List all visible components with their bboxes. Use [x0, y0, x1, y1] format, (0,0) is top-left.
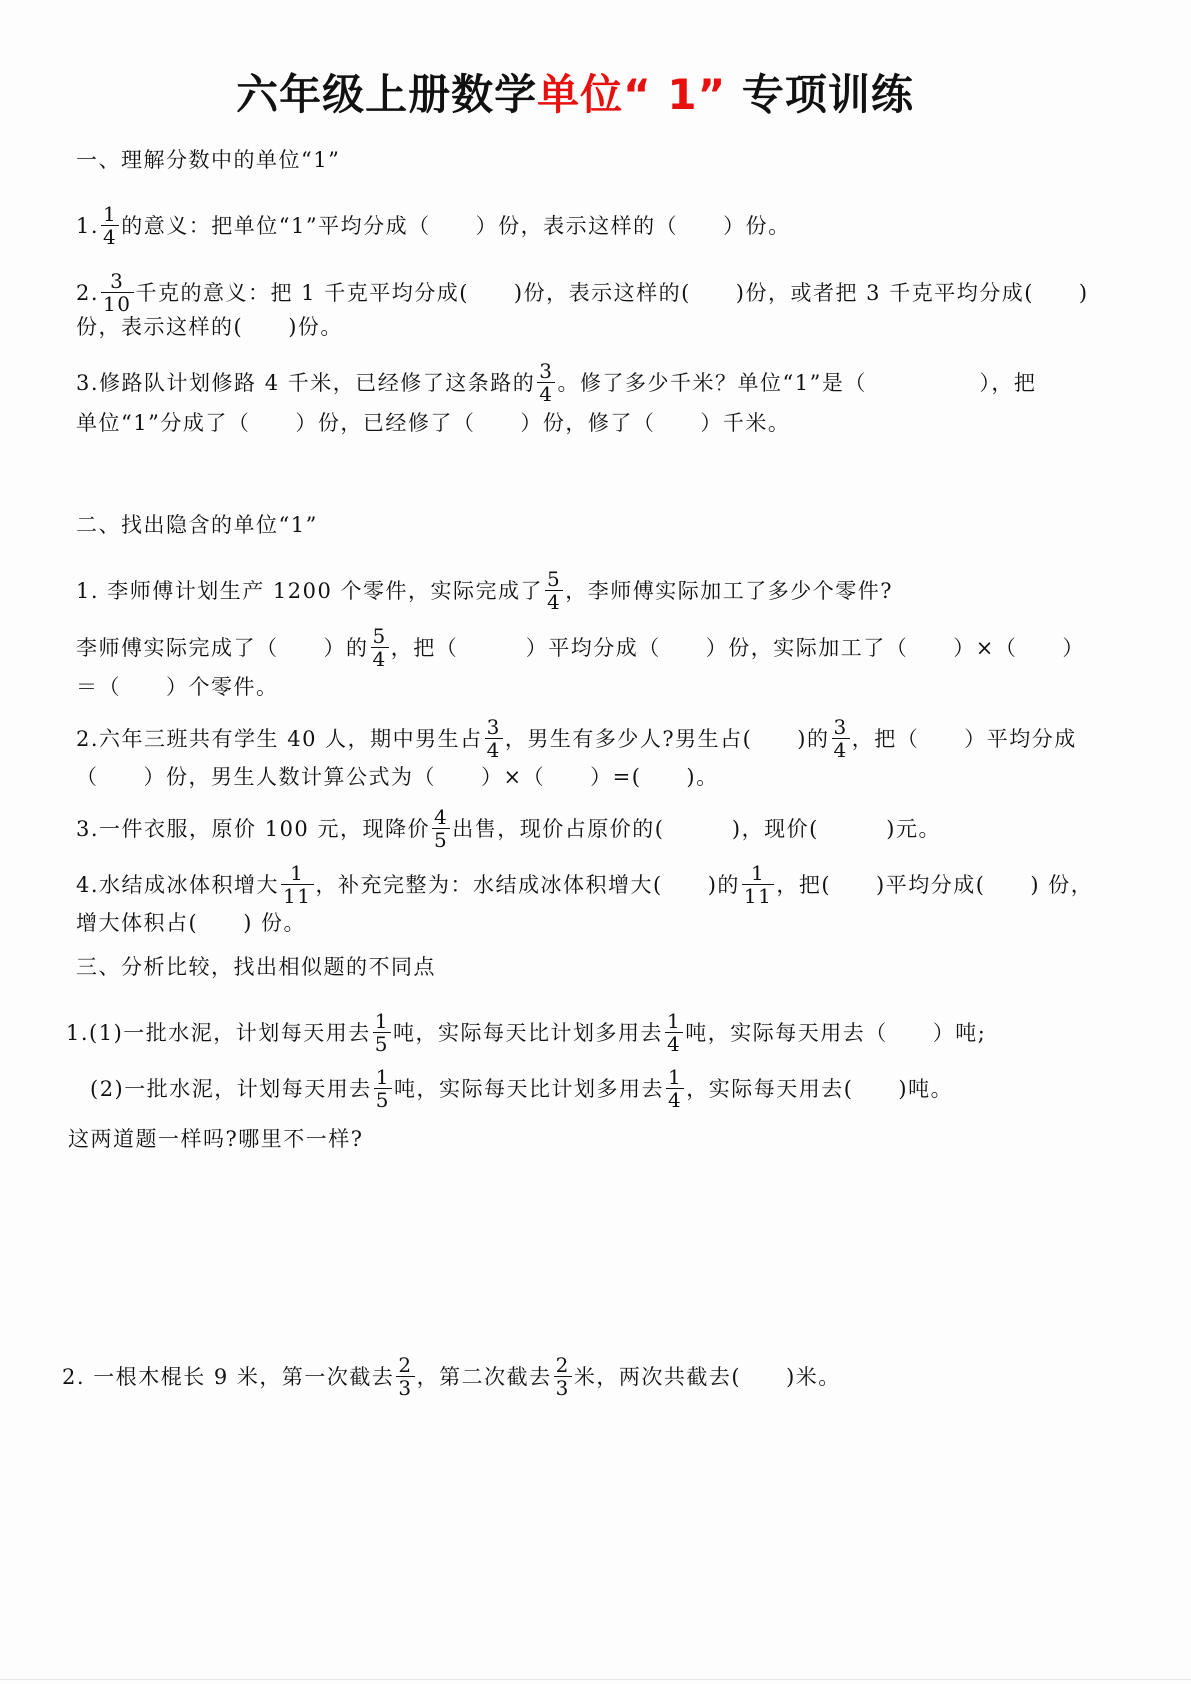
fraction: $\frac{2}{3}$: [398, 1353, 413, 1400]
q-text: 出售，现价占原价的( )，现价( )元。: [452, 817, 941, 841]
s1-question-2-line2: 份，表示这样的( )份。: [76, 315, 343, 339]
q-text: ，男生有多少人?男生占( )的: [504, 727, 830, 751]
q-text: 2.六年三班共有学生 40 人，期中男生占: [76, 727, 483, 751]
title-highlight: 单位“ 1”: [537, 70, 727, 119]
fraction: $\frac{3}{4}$: [539, 359, 554, 406]
q-text: 。修了多少千米？单位“1”是（ ），把: [557, 371, 1037, 395]
fraction: $\frac{1}{4}$: [667, 1009, 682, 1056]
q-text: 米，两次共截去( )米。: [573, 1365, 841, 1389]
q-text: 吨，实际每天用去（ ）吨;: [685, 1021, 987, 1045]
section-3-heading: 三、分析比较，找出相似题的不同点: [76, 955, 436, 979]
s2-question-1-fill: [76, 624, 1085, 672]
q-text: 李师傅实际完成了（ ）的: [76, 636, 369, 660]
q-number: 1.: [76, 214, 100, 238]
page-title: [0, 62, 1150, 122]
s2-question-2: [76, 715, 1077, 763]
s1-question-2: [76, 269, 1089, 317]
q-text: ，补充完整为：水结成冰体积增大( )的: [315, 873, 740, 897]
fraction: $\frac{1}{4}$: [667, 1065, 683, 1112]
q-text: (2)一批水泥，计划每天用去: [90, 1077, 372, 1101]
fraction: $\frac{2}{3}$: [555, 1353, 570, 1400]
s2-question-3: [76, 805, 941, 853]
s1-question-3-line2: 单位“1”分成了（ ）份，已经修了（ ）份，修了（ ）千米。: [76, 411, 791, 435]
q-text: ，把( )平均分成( ) 份，: [776, 873, 1094, 897]
q-text: 4.水结成冰体积增大: [76, 873, 280, 897]
s2-question-4: [76, 861, 1094, 909]
q-text: 2. 一根木棍长 9 米，第一次截去: [62, 1365, 395, 1389]
s2-question-4-line2: 增大体积占( ) 份。: [76, 911, 307, 935]
fraction: $\frac{5}{4}$: [372, 624, 387, 671]
title-part2: 专项训练: [726, 70, 914, 119]
fraction: $\frac{3}{4}$: [486, 715, 501, 762]
s3-question-1-part-2: [90, 1065, 954, 1113]
q-text: 3.修路队计划修路 4 千米，已经修了这条路的: [76, 371, 536, 395]
fraction: $\frac{1}{5}$: [375, 1065, 390, 1112]
s3-compare-question: 这两道题一样吗?哪里不一样?: [68, 1127, 364, 1151]
q-text: 3.一件衣服，原价 100 元，现降价: [76, 817, 430, 841]
q-text: 吨，实际每天比计划多用去: [393, 1021, 664, 1045]
s1-question-1: [76, 202, 791, 250]
q-text: ，实际每天用去( )吨。: [686, 1077, 954, 1101]
fraction: $\frac{3}{4}$: [833, 715, 848, 762]
q-text: ，把（ ）平均分成: [851, 727, 1077, 751]
s1-question-3: [76, 359, 1037, 407]
title-part1: 六年级上册数学: [236, 70, 538, 119]
q-text: 千克的意义：把 1 千克平均分成( )份，表示这样的( )份，或者把 3 千克平均分成( ): [135, 281, 1089, 305]
q-text: 1. 李师傅计划生产 1200 个零件，实际完成了: [76, 579, 544, 603]
page-bottom-divider: [0, 1679, 1191, 1680]
q-number: 2.: [76, 281, 100, 305]
s3-question-2: [62, 1353, 841, 1401]
fraction: $\frac{1}{4}$: [103, 202, 118, 249]
fraction: $\frac{1}{11}$: [283, 861, 312, 908]
s2-question-2-line2: （ ）份，男生人数计算公式为（ ）×（ ）=( )。: [76, 765, 719, 789]
fraction: $\frac{1}{11}$: [743, 861, 773, 908]
q-text: 吨，实际每天比计划多用去: [393, 1077, 664, 1101]
q-text: 1.(1)一批水泥，计划每天用去: [66, 1021, 371, 1045]
section-2-heading: 二、找出隐含的单位“1”: [76, 513, 318, 537]
q-text: ，把（ ）平均分成（ ）份，实际加工了（ ）×（ ）: [390, 636, 1085, 660]
s3-question-1-part-1: [66, 1009, 987, 1057]
q-text: ，李师傅实际加工了多少个零件?: [565, 579, 894, 603]
section-1-heading: 一、理解分数中的单位“1”: [76, 148, 341, 172]
q-text: 的意义：把单位“1”平均分成（ ）份，表示这样的（ ）份。: [121, 214, 791, 238]
fraction: $\frac{3}{10}$: [103, 269, 132, 316]
s2-question-1: [76, 567, 894, 615]
q-text: ，第二次截去: [416, 1365, 552, 1389]
fraction: $\frac{5}{4}$: [547, 567, 562, 614]
fraction: $\frac{1}{5}$: [374, 1009, 390, 1056]
s2-question-1-fill-line2: ＝（ ）个零件。: [76, 675, 279, 699]
fraction: $\frac{4}{5}$: [433, 805, 449, 852]
